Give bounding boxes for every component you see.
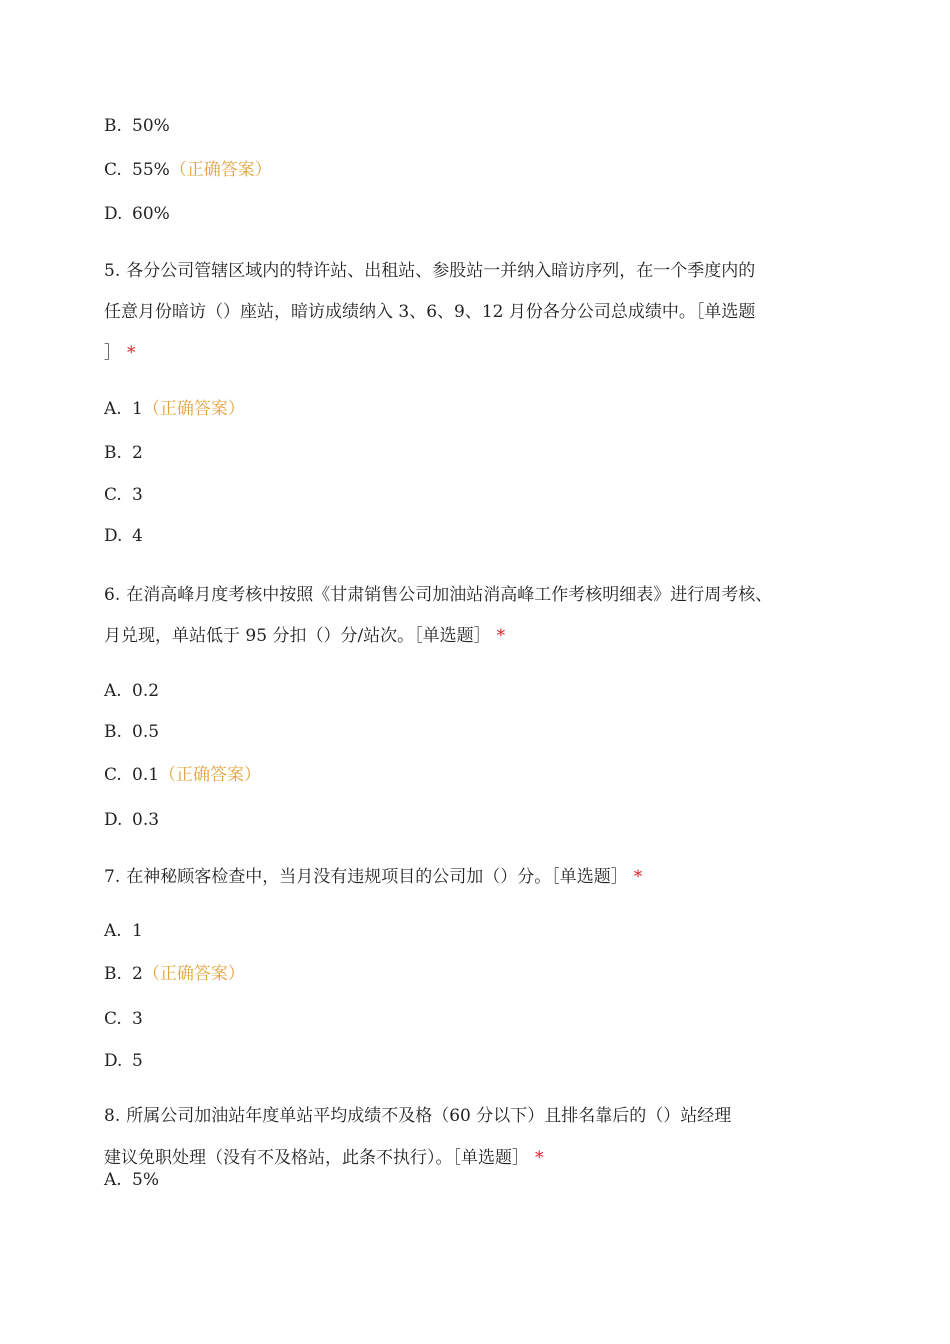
question-8-text-line1 — [104, 1105, 731, 1127]
question-text: 在消高峰月度考核中按照《甘肃销售公司加油站消高峰工作考核明细表》进行周考核、 — [126, 585, 773, 605]
option-text: 1 — [132, 921, 143, 941]
option-text: 5% — [132, 1170, 159, 1190]
question-text: 月兑现，单站低于 95 分扣（）分/站次。［单选题］ — [104, 626, 491, 646]
correct-answer-label: （正确答案） — [169, 160, 272, 180]
option-text: 0.3 — [132, 810, 160, 830]
option-letter: C. — [104, 485, 122, 505]
option-text: 60% — [132, 204, 170, 224]
question-number: 5. — [104, 261, 121, 281]
option-text: 1 — [132, 399, 143, 419]
option-c — [104, 484, 143, 506]
question-number: 6. — [104, 585, 121, 605]
required-asterisk: * — [127, 343, 136, 363]
question-number: 7. — [104, 867, 121, 887]
option-letter: B. — [104, 443, 122, 463]
option-b — [104, 442, 143, 464]
option-letter: A. — [104, 681, 122, 701]
option-text: 4 — [132, 526, 143, 546]
option-letter: D. — [104, 810, 123, 830]
option-a — [104, 398, 245, 420]
option-letter: D. — [104, 204, 123, 224]
option-text: 0.1 — [132, 765, 160, 785]
option-b — [104, 721, 159, 743]
question-text: 在神秘顾客检查中，当月没有违规项目的公司加（）分。［单选题］ — [126, 867, 628, 887]
option-d — [104, 525, 143, 547]
option-text: 0.5 — [132, 722, 160, 742]
correct-answer-label: （正确答案） — [142, 399, 245, 419]
option-b — [104, 963, 245, 985]
required-asterisk: * — [496, 626, 506, 646]
option-b — [104, 115, 170, 137]
required-asterisk: * — [535, 1148, 544, 1168]
option-d — [104, 203, 170, 225]
option-letter: C. — [104, 160, 122, 180]
option-text: 3 — [132, 1009, 143, 1029]
option-c — [104, 764, 261, 786]
option-letter: B. — [104, 964, 122, 984]
option-text: 55% — [132, 160, 170, 180]
question-5-text-line1 — [104, 260, 755, 282]
question-8-text-line2 — [104, 1147, 544, 1169]
question-6-text-line1 — [104, 584, 772, 606]
option-text: 2 — [132, 964, 143, 984]
option-d — [104, 1050, 143, 1072]
option-text: 50% — [132, 116, 170, 136]
correct-answer-label: （正确答案） — [159, 765, 262, 785]
option-letter: C. — [104, 1009, 122, 1029]
option-letter: B. — [104, 116, 122, 136]
option-c — [104, 1008, 143, 1030]
option-letter: C. — [104, 765, 122, 785]
option-text: 0.2 — [132, 681, 160, 701]
option-letter: D. — [104, 526, 123, 546]
option-text: 2 — [132, 443, 143, 463]
question-5-text-line3 — [104, 342, 136, 364]
question-text: 各分公司管辖区域内的特许站、出租站、参股站一并纳入暗访序列，在一个季度内的 — [126, 261, 756, 281]
option-letter: B. — [104, 722, 122, 742]
required-asterisk: * — [633, 867, 643, 887]
option-a — [104, 1169, 159, 1191]
option-text: 3 — [132, 485, 143, 505]
correct-answer-label: （正确答案） — [142, 964, 245, 984]
question-6-text-line2 — [104, 625, 505, 647]
option-letter: A. — [104, 1170, 122, 1190]
question-5-text-line2: 任意月份暗访（）座站，暗访成绩纳入 3、6、9、12 月份各分公司总成绩中。［单选题 — [104, 302, 756, 322]
question-text: 所属公司加油站年度单站平均成绩不及格（60 分以下）且排名靠后的（）站经理 — [126, 1106, 732, 1126]
option-a — [104, 680, 159, 702]
question-7-text-line1 — [104, 866, 642, 888]
option-d — [104, 809, 159, 831]
option-letter: A. — [104, 399, 122, 419]
option-a — [104, 920, 143, 942]
option-c — [104, 159, 272, 181]
question-text: 建议免职处理（没有不及格站，此条不执行）。［单选题］ — [104, 1148, 529, 1168]
option-letter: D. — [104, 1051, 123, 1071]
question-number: 8. — [104, 1106, 121, 1126]
question-text: ］ — [104, 343, 121, 363]
option-text: 5 — [132, 1051, 143, 1071]
option-letter: A. — [104, 921, 122, 941]
